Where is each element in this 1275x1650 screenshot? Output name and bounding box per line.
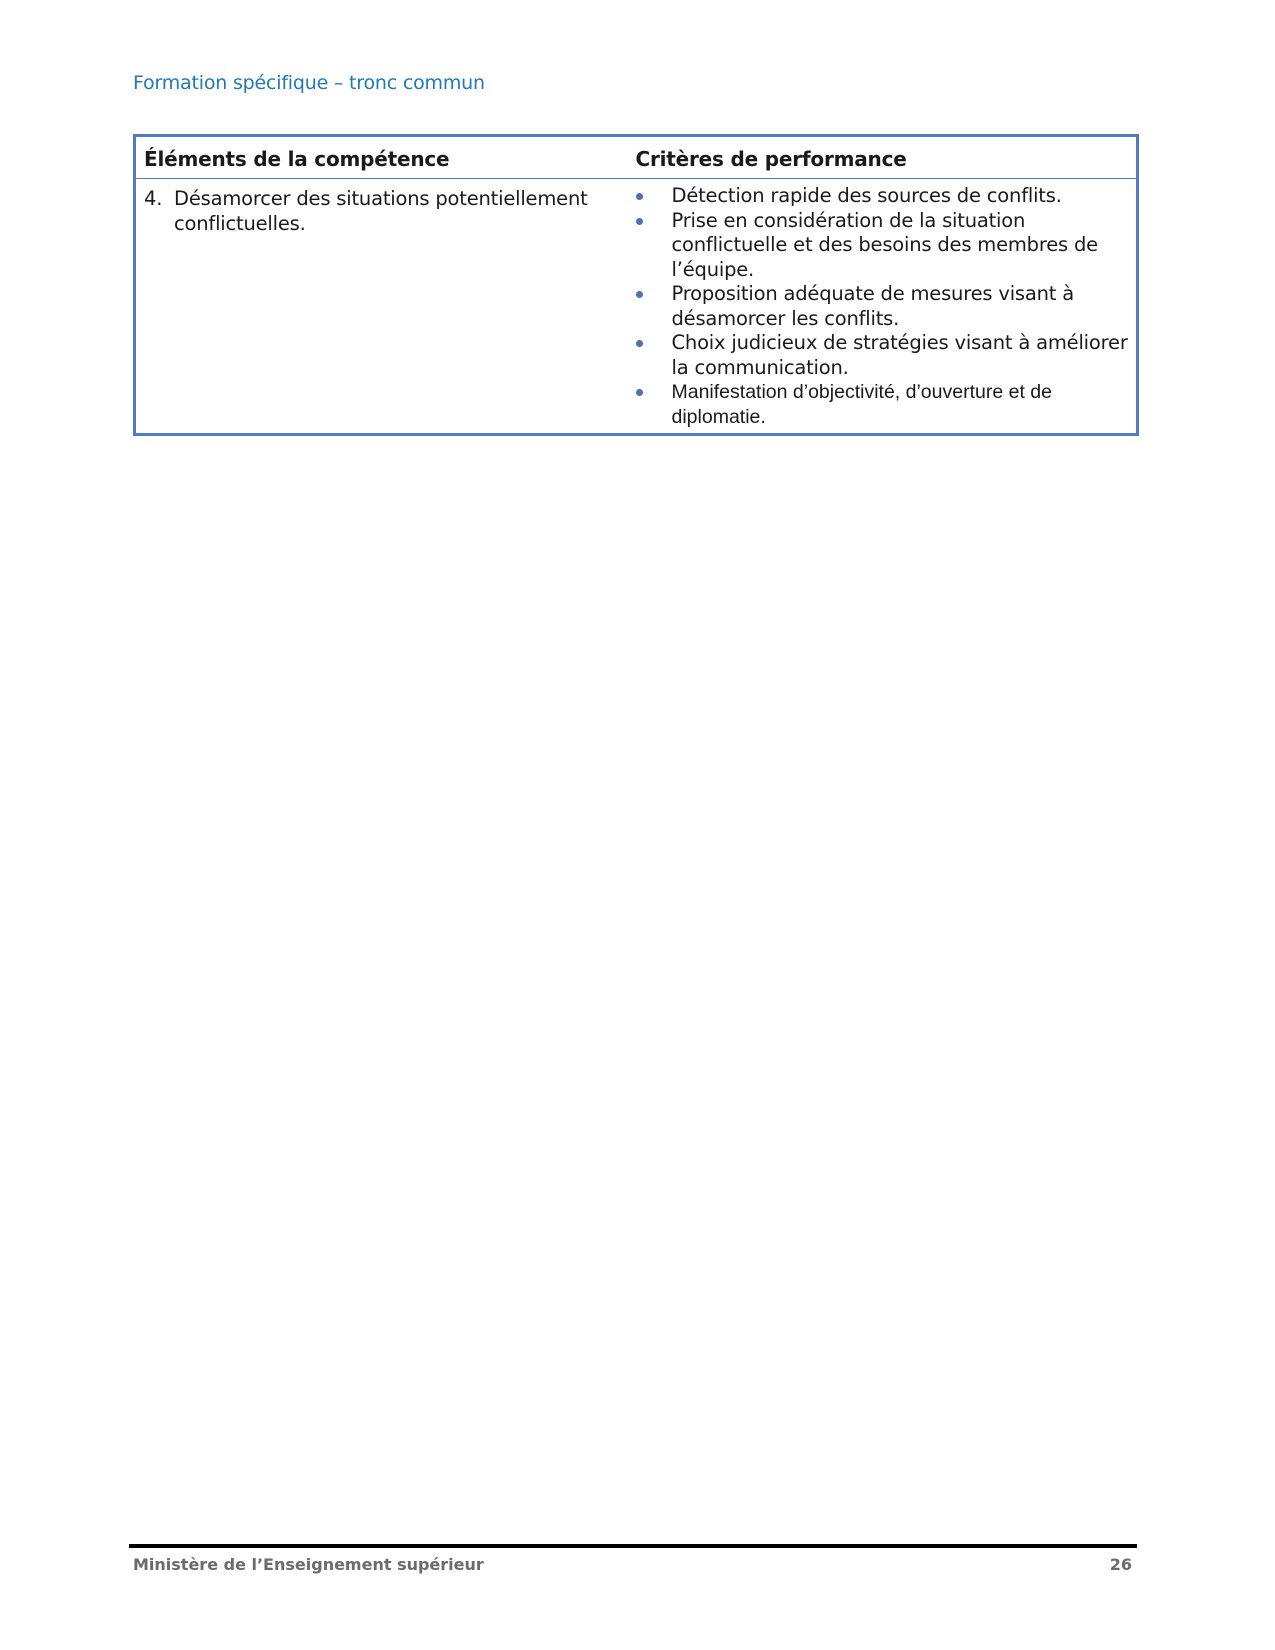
criteria-text: Choix judicieux de stratégies visant à améliorer la communication. [671, 331, 1128, 379]
list-item [634, 331, 1129, 380]
criteria-column-header: Critères de performance [628, 136, 1138, 179]
running-header: Formation spécifique – tronc commun [133, 72, 485, 94]
table-header-row [135, 136, 1138, 179]
footer-organization: Ministère de l’Enseignement supérieur [133, 1555, 484, 1574]
footer-divider [129, 1544, 1137, 1548]
competence-table [133, 134, 1139, 436]
bullet-icon [634, 380, 672, 429]
list-item [634, 209, 1129, 283]
element-item [144, 187, 620, 236]
list-item [634, 282, 1129, 331]
bullet-icon [634, 331, 672, 380]
element-number: 4. [144, 187, 163, 210]
list-item [634, 380, 1129, 429]
bullet-icon [634, 184, 672, 209]
page-number: 26 [1109, 1555, 1132, 1574]
criteria-text: Proposition adéquate de mesures visant à désamorcer les conflits. [671, 282, 1074, 330]
list-item [634, 184, 1129, 209]
criteria-cell [628, 179, 1138, 435]
criteria-text: Prise en considération de la situation conflictuelle et des besoins des membres de l’équipe. [671, 208, 1098, 281]
criteria-text: Manifestation d’objectivité, d’ouverture et de diplomatie. [671, 381, 1052, 428]
element-cell [135, 179, 628, 435]
bullet-icon [634, 209, 672, 283]
elements-column-header: Éléments de la compétence [135, 136, 628, 179]
criteria-list [634, 184, 1129, 429]
element-text: Désamorcer des situations potentiellement conflictuelles. [174, 187, 588, 235]
criteria-text: Détection rapide des sources de conflits. [671, 184, 1062, 207]
table-row [135, 179, 1138, 435]
bullet-icon [634, 282, 672, 331]
